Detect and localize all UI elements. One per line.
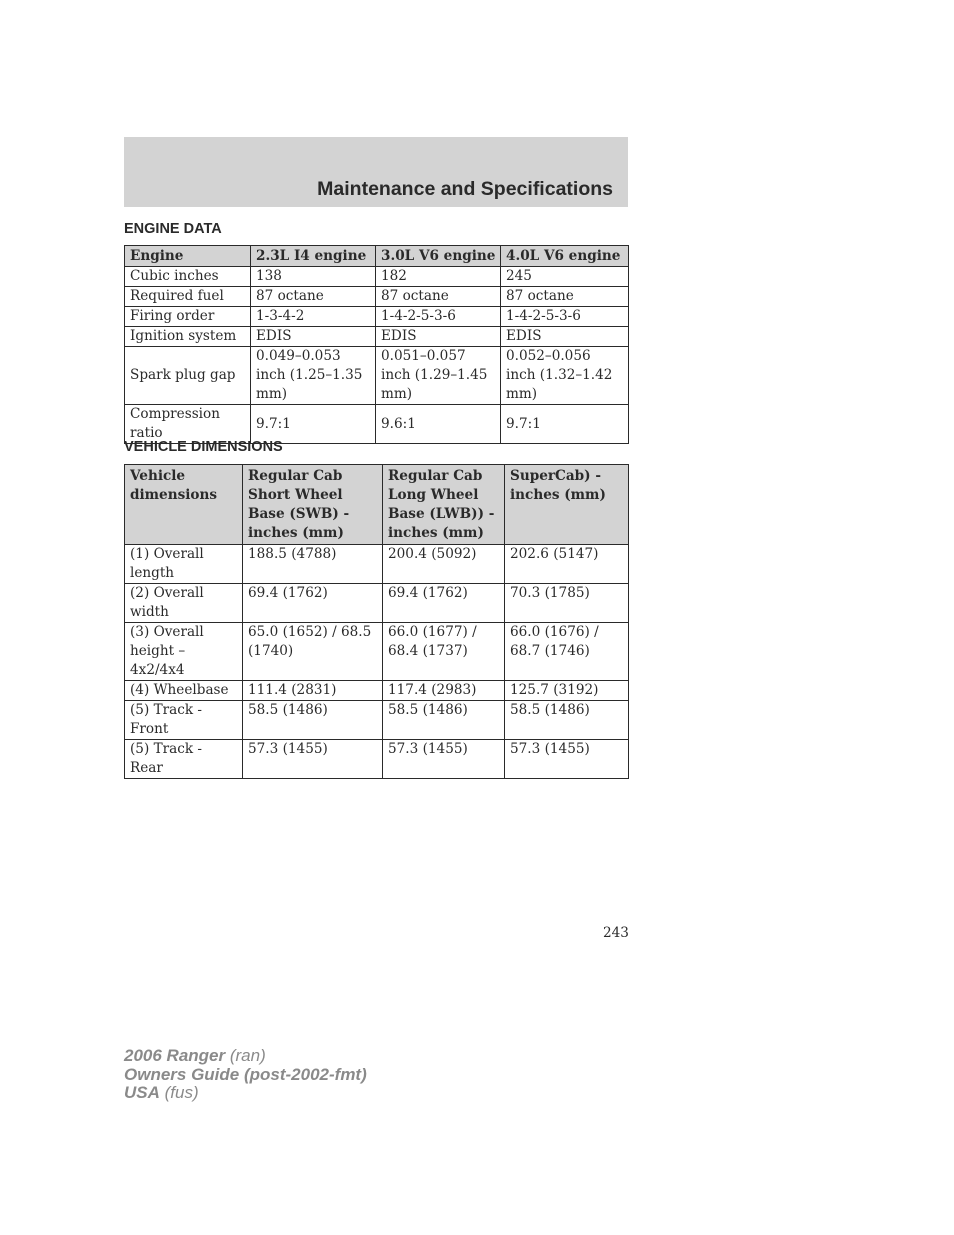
table-cell: 9.7:1: [251, 405, 376, 444]
table-cell: EDIS: [376, 327, 501, 347]
page-number: 243: [603, 925, 629, 941]
table-cell: 200.4 (5092): [383, 545, 505, 584]
table-cell: 65.0 (1652) / 68.5 (1740): [243, 623, 383, 681]
table-row: [125, 307, 629, 327]
table-cell: 9.7:1: [501, 405, 629, 444]
table-cell: 9.6:1: [376, 405, 501, 444]
footer-guide: Owners Guide (post-2002-fmt): [124, 1064, 367, 1084]
table-row: [125, 287, 629, 307]
table-cell: 1-4-2-5-3-6: [501, 307, 629, 327]
column-header: 4.0L V6 engine: [501, 246, 629, 267]
table-cell: 182: [376, 267, 501, 287]
column-header: Regular Cab Long Wheel Base (LWB)) - inches (mm): [383, 465, 505, 545]
engine-data-heading: ENGINE DATA: [124, 221, 222, 237]
table-cell: 188.5 (4788): [243, 545, 383, 584]
document-footer: [124, 1047, 367, 1103]
column-header: Vehicle dimensions: [125, 465, 243, 545]
table-cell: 58.5 (1486): [383, 701, 505, 740]
footer-line: [124, 1066, 367, 1085]
table-row: [125, 545, 629, 584]
table-cell: (3) Overall height – 4x2/4x4: [125, 623, 243, 681]
table-row: [125, 584, 629, 623]
table-cell: (2) Overall width: [125, 584, 243, 623]
table-cell: 0.049–0.053 inch (1.25–1.35 mm): [251, 347, 376, 405]
table-cell: Firing order: [125, 307, 251, 327]
footer-model: 2006 Ranger: [124, 1046, 226, 1065]
table-cell: Cubic inches: [125, 267, 251, 287]
table-cell: (4) Wheelbase: [125, 681, 243, 701]
table-header-row: [125, 465, 629, 545]
table-cell: 87 octane: [251, 287, 376, 307]
footer-line: [124, 1084, 367, 1103]
table-cell: 58.5 (1486): [505, 701, 629, 740]
footer-line: [124, 1047, 367, 1066]
table-cell: (5) Track - Rear: [125, 740, 243, 779]
table-cell: (5) Track - Front: [125, 701, 243, 740]
table-row: [125, 327, 629, 347]
table-cell: 1-4-2-5-3-6: [376, 307, 501, 327]
table-cell: 87 octane: [501, 287, 629, 307]
table-cell: 87 octane: [376, 287, 501, 307]
table-row: [125, 267, 629, 287]
table-row: [125, 405, 629, 444]
header-band: [124, 137, 628, 207]
table-cell: 70.3 (1785): [505, 584, 629, 623]
table-cell: 66.0 (1676) / 68.7 (1746): [505, 623, 629, 681]
table-cell: 58.5 (1486): [243, 701, 383, 740]
column-header: Regular Cab Short Wheel Base (SWB) - inches (mm): [243, 465, 383, 545]
table-cell: Compression ratio: [125, 405, 251, 444]
footer-model-code: (ran): [229, 1046, 266, 1065]
table-row: [125, 623, 629, 681]
table-header-row: [125, 246, 629, 267]
table-cell: Spark plug gap: [125, 347, 251, 405]
table-cell: 125.7 (3192): [505, 681, 629, 701]
table-cell: 69.4 (1762): [243, 584, 383, 623]
table-row: [125, 740, 629, 779]
column-header: 3.0L V6 engine: [376, 246, 501, 267]
table-cell: EDIS: [501, 327, 629, 347]
table-cell: Ignition system: [125, 327, 251, 347]
table-cell: 1-3-4-2: [251, 307, 376, 327]
table-cell: 117.4 (2983): [383, 681, 505, 701]
column-header: 2.3L I4 engine: [251, 246, 376, 267]
table-cell: 57.3 (1455): [505, 740, 629, 779]
table-cell: (1) Overall length: [125, 545, 243, 584]
table-cell: 111.4 (2831): [243, 681, 383, 701]
table-cell: 57.3 (1455): [383, 740, 505, 779]
column-header: Engine: [125, 246, 251, 267]
footer-market: USA: [124, 1083, 160, 1102]
table-cell: 245: [501, 267, 629, 287]
table-cell: 202.6 (5147): [505, 545, 629, 584]
table-cell: EDIS: [251, 327, 376, 347]
table-row: [125, 347, 629, 405]
table-cell: 138: [251, 267, 376, 287]
table-row: [125, 701, 629, 740]
table-cell: 0.051–0.057 inch (1.29–1.45 mm): [376, 347, 501, 405]
table-cell: 69.4 (1762): [383, 584, 505, 623]
table-row: [125, 681, 629, 701]
vehicle-dimensions-heading: VEHICLE DIMENSIONS: [124, 439, 283, 455]
column-header: SuperCab) - inches (mm): [505, 465, 629, 545]
footer-market-code: (fus): [164, 1083, 199, 1102]
page-title: Maintenance and Specifications: [317, 178, 613, 200]
table-cell: 57.3 (1455): [243, 740, 383, 779]
vehicle-dimensions-table: [124, 464, 629, 779]
table-cell: 66.0 (1677) / 68.4 (1737): [383, 623, 505, 681]
table-cell: 0.052–0.056 inch (1.32–1.42 mm): [501, 347, 629, 405]
table-cell: Required fuel: [125, 287, 251, 307]
engine-data-table: [124, 245, 629, 444]
